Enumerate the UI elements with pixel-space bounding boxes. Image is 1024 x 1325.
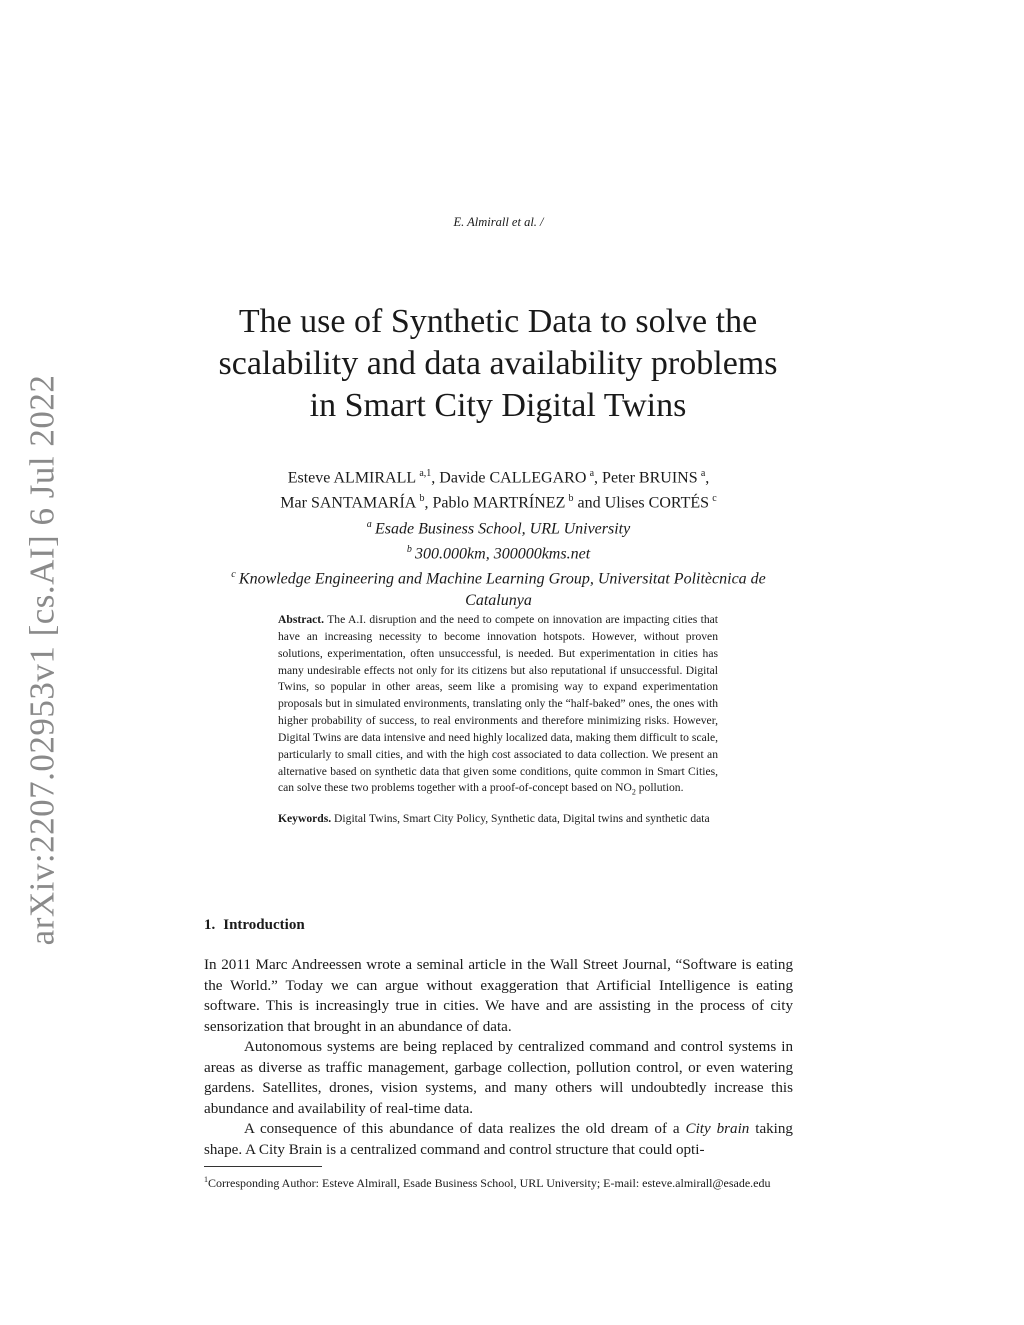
affiliation-text: Catalunya [465, 591, 532, 609]
author-block [204, 463, 793, 611]
author-mark: a [700, 468, 706, 479]
affiliation-a [204, 514, 793, 539]
affiliation-b [204, 539, 793, 564]
abstract-subscript: 2 [631, 787, 636, 797]
affiliation-text: Knowledge Engineering and Machine Learning Group, Universitat Politècnica de [238, 570, 766, 588]
section-heading-introduction [204, 917, 305, 934]
affiliation-mark: a [366, 518, 372, 530]
author-mark: b [568, 493, 574, 505]
keywords-label: Keywords. [278, 811, 332, 825]
author-name: Ulises CORTÉS [604, 494, 710, 512]
author-line-2: Mar SANTAMARÍA $^b$, Pablo MARTRÍNEZ $^b$ and Ulises CORTÉS $^c$ [280, 493, 717, 512]
author-mark: a [589, 468, 595, 479]
author-mark: a,1 [419, 468, 432, 479]
affiliation-c-continued [204, 590, 793, 611]
running-head: E. Almirall et al. / [453, 215, 544, 229]
title-line-2: scalability and data availability problems [218, 345, 778, 382]
author-mark: c [712, 493, 717, 505]
keywords-text: Digital Twins, Smart City Policy, Synthetic data, Digital twins and synthetic data [334, 811, 710, 825]
author-mark: b [419, 493, 425, 505]
paper-title [180, 301, 816, 427]
affiliation-text: 300.000km, 300000kms.net [415, 545, 591, 563]
author-line-1: Esteve ALMIRALL $^{a,1}$, Davide CALLEGARO $^a$, Peter BRUINS $^a$, [287, 468, 710, 487]
abstract-label: Abstract. [278, 613, 325, 626]
affiliation-text: Esade Business School, URL University [374, 519, 631, 537]
author-name: Davide CALLEGARO [439, 469, 587, 487]
arxiv-side-stamp [17, 374, 67, 946]
affiliation-c [204, 564, 793, 589]
introduction-body [204, 955, 793, 1160]
title-line-1: The use of Synthetic Data to solve the [238, 303, 758, 340]
footnote-text: Corresponding Author: Esteve Almirall, Esade Business School, URL University; E-mail: esteve.almirall@esade.edu [208, 1176, 771, 1190]
section-number: 1. [204, 917, 216, 933]
paragraph-2: Autonomous systems are being replaced by centralized command and control systems in areas as diverse as traffic management, garbage collection, pollution control, or even watering gardens. Satellites, drones, vision systems, and many others will undoubtedly increase this abundance and availability of real-time data. [204, 1039, 793, 1117]
footnote-mark: 1 [204, 1175, 208, 1184]
abstract-block [278, 612, 718, 827]
paragraph-1: In 2011 Marc Andreessen wrote a seminal article in the Wall Street Journal, “Software is eating the World.” Today we can argue without exaggeration that Artificial Intelligence is eating software. This is increasingly true in cities. We have and are assisting in the process of city sensorization that brought in an abundance of data. [204, 957, 793, 1035]
author-name: Esteve ALMIRALL [287, 469, 417, 487]
city-brain-term: City brain [685, 1121, 750, 1137]
arxiv-stamp-text: arXiv:2207.02953v1 [cs.AI] 6 Jul 2022 [22, 374, 61, 946]
affiliation-mark: b [406, 543, 412, 555]
keywords [278, 811, 718, 828]
title-line-3: in Smart City Digital Twins [309, 387, 687, 424]
abstract-text: The A.I. disruption and the need to compete on innovation are impacting cities that have an increasing necessity to become innovation hotspots. However, without proven solutions, experimentation, often unsuccessful, is needed. But experimentation in cities has many undesirable effects not only for its citizens but also reputational if unsuccessful. Digital Twins, so popular in other areas, seem like a promising way to expand experimentation proposals but in simulated environments, translating only the “half-baked” ones, the ones with higher probability of success, to real environments and therefore minimizing risks. However, Digital Twins are data intensive and need highly localized data, making them difficult to scale, particularly to small cities, and with the high cost associated to data collection. We present an alternative based on synthetic data that given some conditions, quite common in Smart Cities, can solve these two problems together with a proof-of-concept based on NO [278, 613, 718, 795]
paragraph-3: A consequence of this abundance of data realizes the old dream of a City brain taking shape. A City Brain is a centralized command and control structure that could opti- [204, 1121, 793, 1158]
abstract [278, 612, 718, 802]
section-title: Introduction [223, 917, 305, 933]
abstract-tail: pollution. [635, 781, 684, 795]
footnote-rule [204, 1166, 322, 1167]
author-name: Pablo MARTRÍNEZ [432, 494, 566, 512]
affiliation-mark: c [231, 569, 236, 581]
author-name: Mar SANTAMARÍA [280, 494, 417, 512]
author-name: Peter BRUINS [602, 469, 698, 487]
footnote [204, 1171, 793, 1193]
